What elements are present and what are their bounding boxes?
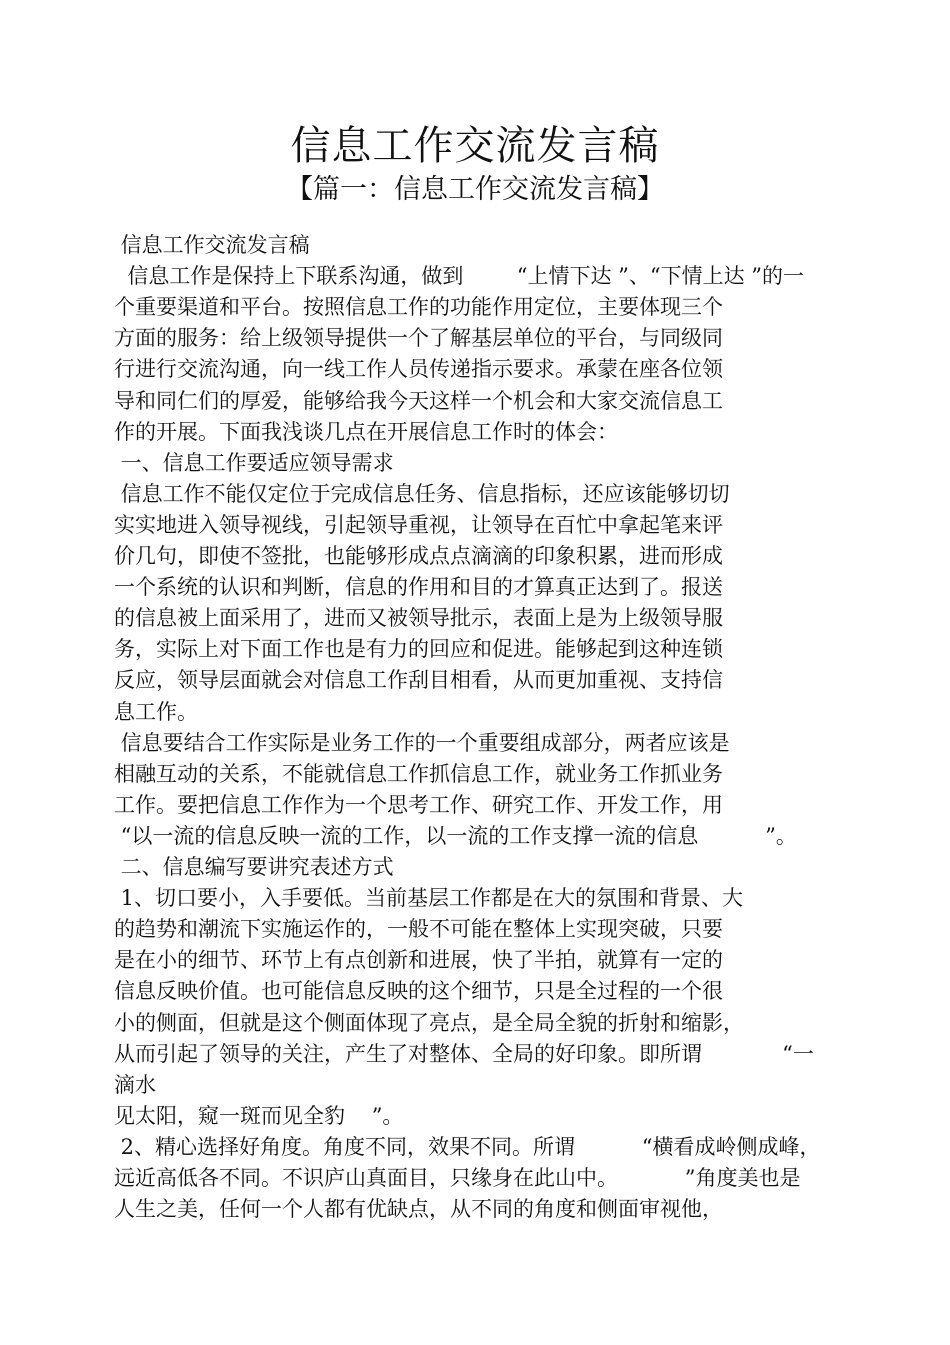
body-line: 2、精心选择好角度。角度不同，效果不同。所谓 “横看成岭侧成峰，	[114, 1135, 821, 1159]
body-line: 从而引起了领导的关注，产生了对整体、全局的好印象。即所谓 “一	[114, 1042, 814, 1066]
body-line: 见太阳，窥一斑而见全豹 ”。	[114, 1104, 404, 1128]
document-title: 信息工作交流发言稿	[290, 123, 660, 169]
document-subtitle: 【篇一：信息工作交流发言稿】	[286, 174, 664, 205]
body-line: 反应，领导层面就会对信息工作刮目相看，从而更加重视、支持信	[114, 668, 723, 692]
body-line: 一个系统的认识和判断，信息的作用和目的才算真正达到了。报送	[114, 575, 723, 599]
body-line: 信息工作交流发言稿	[114, 233, 310, 257]
body-line: 二、信息编写要讲究表述方式	[114, 855, 394, 879]
body-line: 个重要渠道和平台。按照信息工作的功能作用定位，主要体现三个	[114, 295, 723, 319]
body-line: 导和同仁们的厚爱，能够给我今天这样一个机会和大家交流信息工	[114, 389, 723, 413]
body-line: 信息要结合工作实际是业务工作的一个重要组成部分，两者应该是	[114, 731, 730, 755]
body-line: 实实地进入领导视线，引起领导重视，让领导在百忙中拿起笔来评	[114, 513, 723, 537]
body-line: 人生之美，任何一个人都有优缺点，从不同的角度和侧面审视他，	[114, 1197, 723, 1221]
body-line: 的信息被上面采用了，进而又被领导批示，表面上是为上级领导服	[114, 606, 723, 630]
body-line: 信息工作不能仅定位于完成信息任务、信息指标，还应该能够切切	[114, 482, 730, 506]
body-line: 作的开展。下面我浅谈几点在开展信息工作时的体会：	[114, 420, 618, 444]
body-line: 价几句，即使不签批，也能够形成点点滴滴的印象积累，进而形成	[114, 544, 723, 568]
body-line: 信息工作是保持上下联系沟通，做到 “上情下达 ”、“下情上达 ”的一	[114, 264, 805, 288]
body-line: 方面的服务：给上级领导提供一个了解基层单位的平台，与同级同	[114, 326, 723, 350]
body-line: 相融互动的关系，不能就信息工作抓信息工作，就业务工作抓业务	[114, 762, 723, 786]
body-line: 工作。要把信息工作作为一个思考工作、研究工作、开发工作，用	[114, 793, 723, 817]
body-line: 1、切口要小，入手要低。当前基层工作都是在大的氛围和背景、大	[114, 886, 744, 910]
body-line: 是在小的细节、环节上有点创新和进展，快了半拍，就算有一定的	[114, 948, 723, 972]
body-line: 远近高低各不同。不识庐山真面目，只缘身在此山中。 ”角度美也是	[114, 1166, 801, 1190]
body-line: 信息反映价值。也可能信息反映的这个细节，只是全过程的一个很	[114, 979, 723, 1003]
body-line: 滴水	[114, 1073, 156, 1097]
body-line: 一、信息工作要适应领导需求	[114, 451, 394, 475]
body-line: 的趋势和潮流下实施运作的，一般不可能在整体上实现突破，只要	[114, 917, 723, 941]
body-line: 务，实际上对下面工作也是有力的回应和促进。能够起到这种连锁	[114, 637, 723, 661]
body-line: 行进行交流沟通，向一线工作人员传递指示要求。承蒙在座各位领	[114, 357, 723, 381]
body-line: 小的侧面，但就是这个侧面体现了亮点，是全局全貌的折射和缩影，	[114, 1011, 744, 1035]
body-line: 息工作。	[114, 700, 198, 724]
body-line: “以一流的信息反映一流的工作，以一流的工作支撑一流的信息 ”。	[114, 824, 797, 848]
